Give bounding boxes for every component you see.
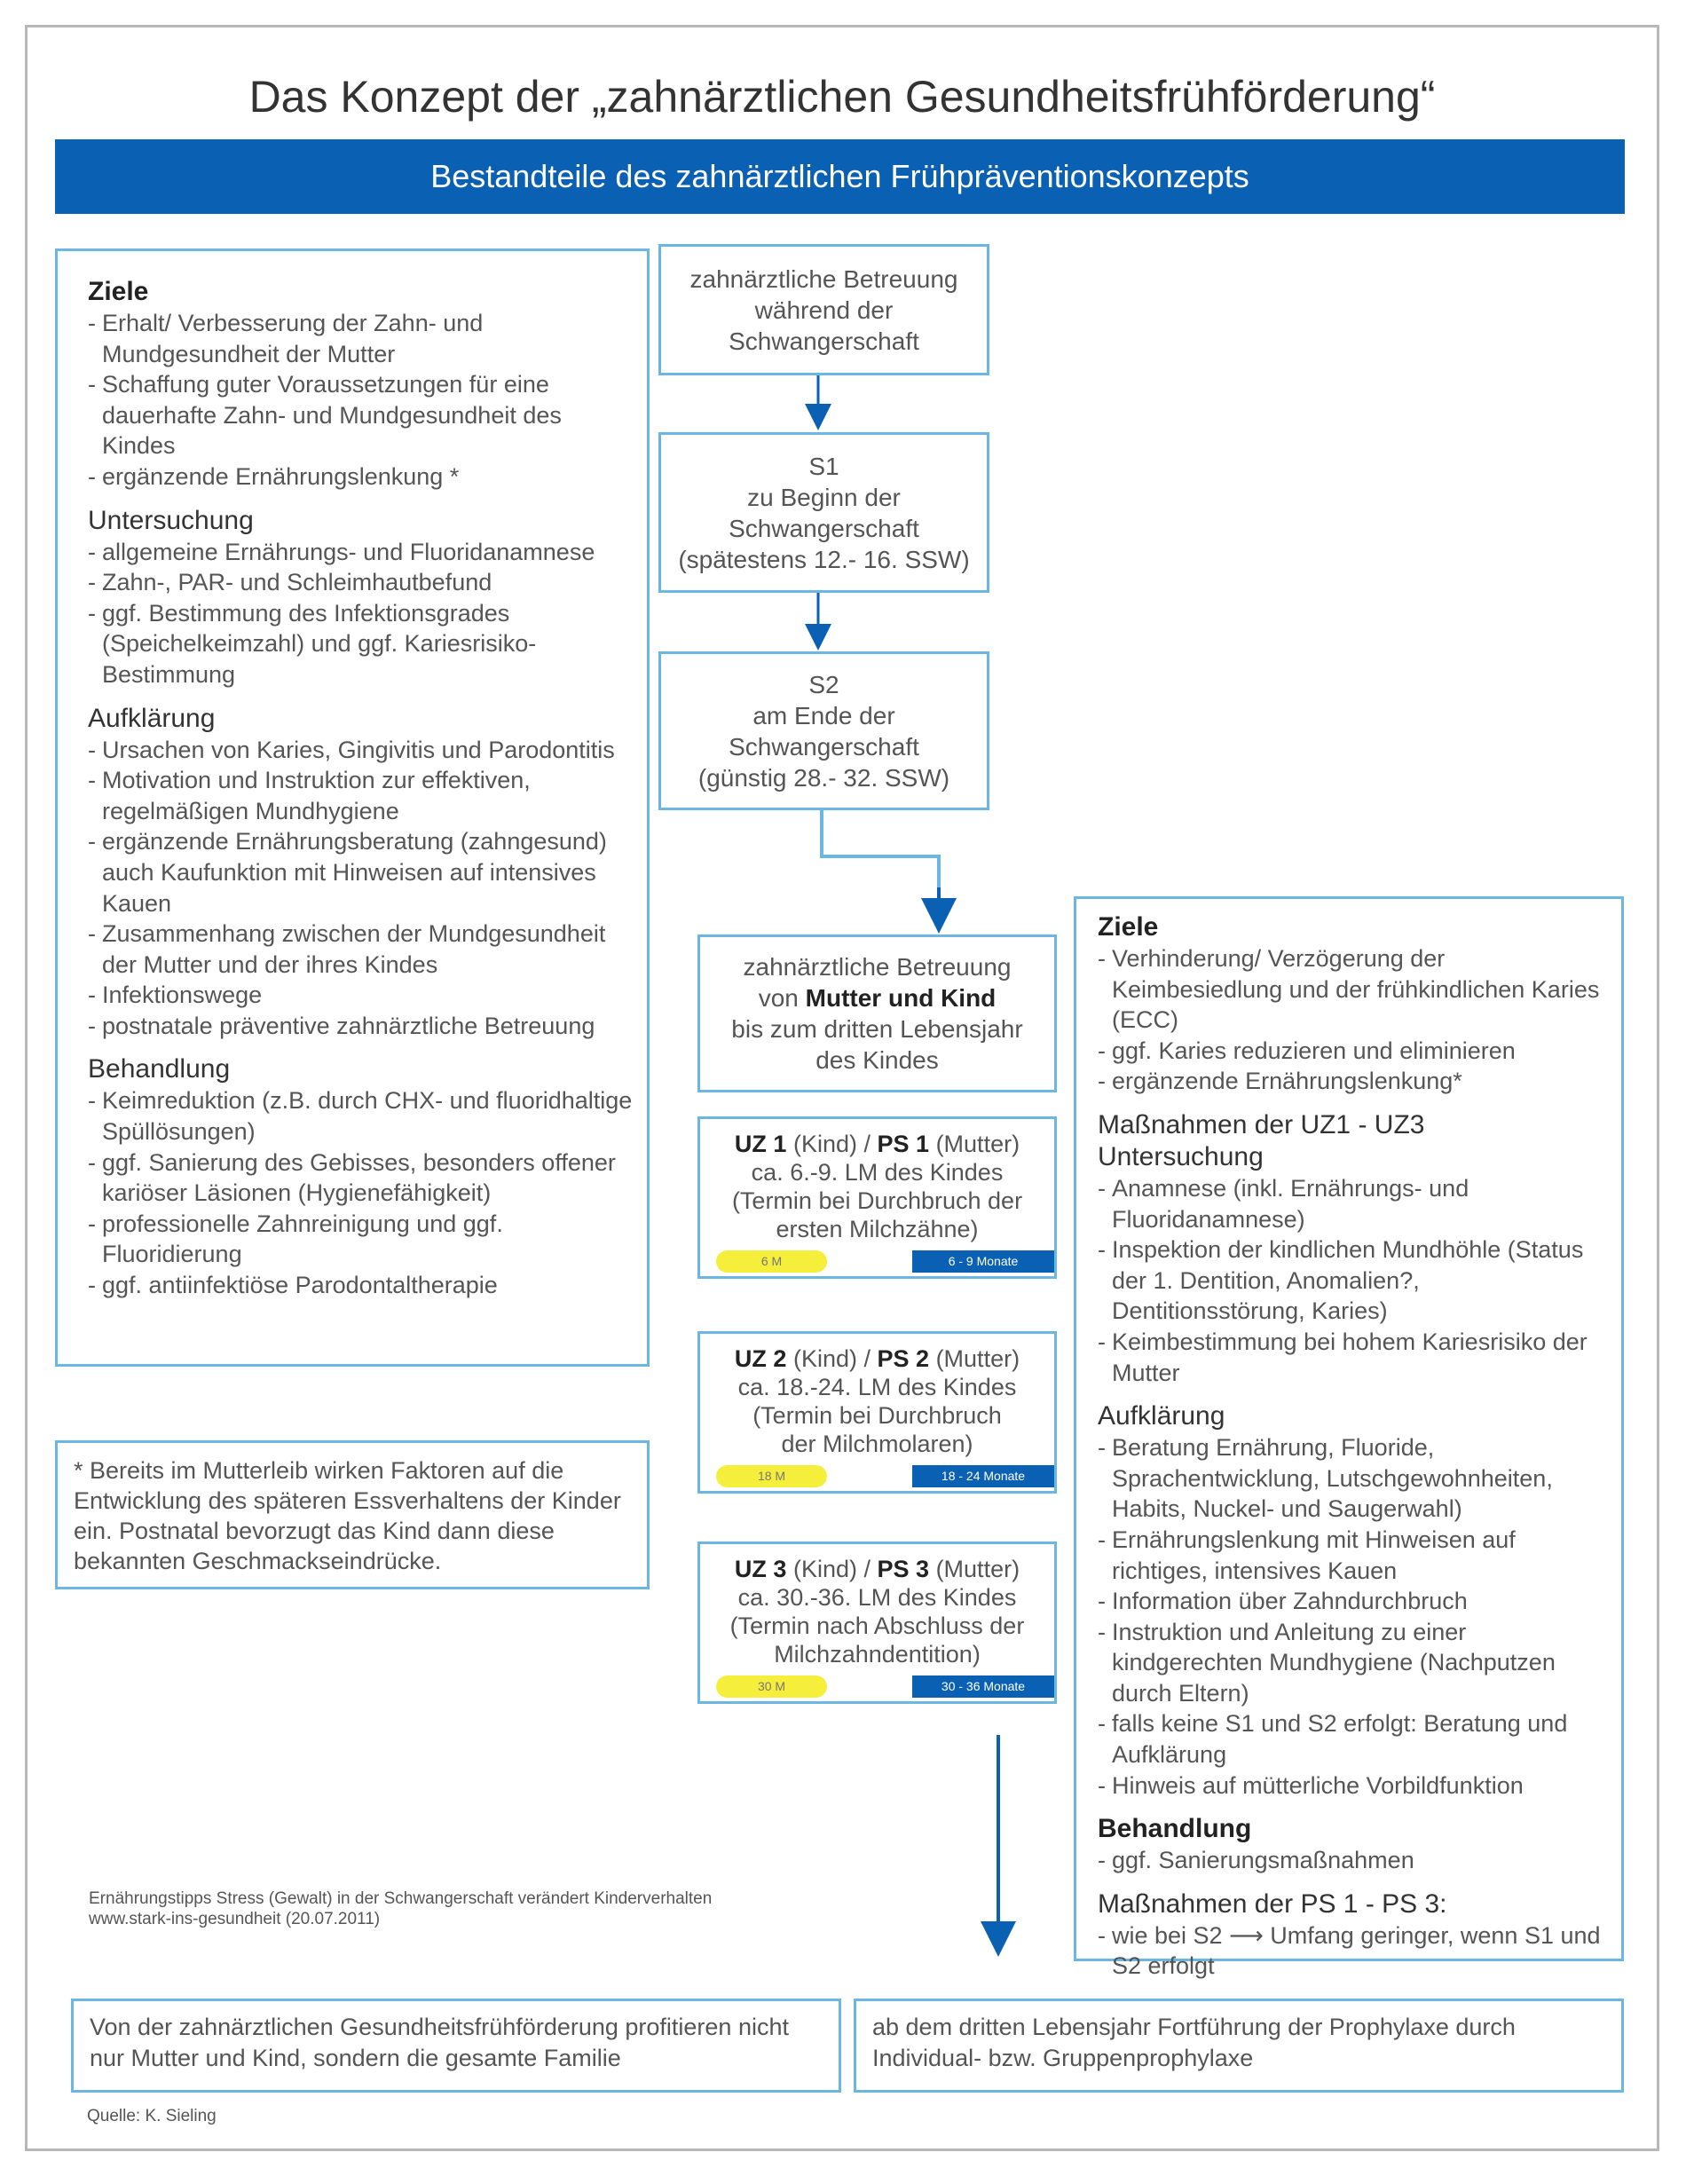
list-item: - falls keine S1 und S2 erfolgt: Beratung und Aufklärung	[1098, 1708, 1607, 1770]
list-item: - Inspektion der kindlichen Mundhöhle (Status der 1. Dentition, Anomalien?, Dentitionsstörung, Karies)	[1098, 1234, 1607, 1327]
uz-note: Milchzahndentition)	[774, 1641, 981, 1668]
list-item: - Keimbestimmung bei hohem Kariesrisiko der Mutter	[1098, 1327, 1607, 1388]
list-item: - professionelle Zahnreinigung und ggf. Fluoridierung	[88, 1209, 634, 1270]
flow-word: von	[758, 984, 799, 1012]
ziele-heading: Ziele	[88, 277, 149, 306]
uz2-box	[697, 1331, 1057, 1494]
list-item: - ggf. Sanierungsmaßnahmen	[1098, 1845, 1607, 1876]
flow-line: Schwangerschaft	[729, 327, 919, 355]
mother-concept-box	[55, 248, 650, 1367]
s2-box	[658, 651, 989, 810]
ziele-heading: Ziele	[1098, 912, 1159, 942]
list-item: - Erhalt/ Verbesserung der Zahn- und Mundgesundheit der Mutter	[88, 308, 634, 369]
ps-label: PS 1	[877, 1131, 930, 1157]
untersuchung-heading: Untersuchung	[1098, 1141, 1264, 1171]
flow-line: des Kindes	[815, 1046, 939, 1074]
uz-highlight: 30 M	[716, 1675, 827, 1698]
prophylaxis-continuation-box: ab dem dritten Lebensjahr Fortführung der Prophylaxe durch Individual- bzw. Gruppenprophylaxe	[854, 1999, 1624, 2093]
flow-line: zu Beginn der	[747, 483, 901, 511]
behandlung-list	[1098, 1845, 1607, 1876]
uz-kind: (Kind)	[792, 1556, 857, 1582]
flow-line: (günstig 28.- 32. SSW)	[697, 763, 950, 792]
flow-line: Schwangerschaft	[729, 732, 919, 761]
list-item: - Schaffung guter Voraussetzungen für eine dauerhafte Zahn- und Mundgesundheit des Kindes	[88, 369, 634, 461]
list-item: - Instruktion und Anleitung zu einer kindgerechten Mundhygiene (Nachputzen durch Eltern)	[1098, 1617, 1607, 1709]
list-item: - Information über Zahndurchbruch	[1098, 1586, 1607, 1617]
family-benefit-box: Von der zahnärztlichen Gesundheitsfrühförderung profitieren nicht nur Mutter und Kind, sondern die gesamte Familie	[71, 1999, 841, 2093]
page-title: Das Konzept der „zahnärztlichen Gesundheitsfrühförderung“	[248, 72, 1436, 122]
uz-title: UZ 2 (Kind) / PS 2 (Mutter)	[734, 1345, 1020, 1372]
aufklaerung-list	[88, 735, 634, 1042]
list-item: - Zusammenhang zwischen der Mundgesundheit der Mutter und der ihres Kindes	[88, 919, 634, 980]
list-item: - ggf. Karies reduzieren und eliminieren	[1098, 1036, 1607, 1067]
ps-heading: Maßnahmen der PS 1 - PS 3:	[1098, 1888, 1447, 1919]
flow-line: S2	[808, 670, 839, 698]
list-item: - ggf. Bestimmung des Infektionsgrades (Speichelkeimzahl) und ggf. Kariesrisiko-Bestimmung	[88, 598, 634, 690]
list-item: - ergänzende Ernährungslenkung*	[1098, 1066, 1607, 1097]
list-item: - ggf. antiinfektiöse Parodontaltherapie	[88, 1270, 634, 1301]
massnahmen-heading: Maßnahmen der UZ1 - UZ3	[1098, 1109, 1425, 1139]
flow-line: während der	[754, 296, 894, 324]
uz1-box	[697, 1116, 1057, 1279]
untersuchung-heading: Untersuchung	[88, 505, 254, 535]
ps-mutter: (Mutter)	[935, 1345, 1020, 1372]
uz-title: UZ 3 (Kind) / PS 3 (Mutter)	[734, 1556, 1020, 1582]
flow-line: S1	[808, 452, 839, 480]
flow-line	[700, 982, 1054, 1013]
behandlung-heading: Behandlung	[88, 1054, 231, 1084]
child-concept-box	[1074, 896, 1624, 1980]
ziele-list	[88, 308, 634, 493]
list-item: - Anamnese (inkl. Ernährungs- und Fluoridanamnese)	[1098, 1173, 1607, 1234]
s1-box	[658, 432, 989, 593]
list-item: - Infektionswege	[88, 980, 634, 1011]
ziele-list	[1098, 943, 1607, 1097]
uz-highlight: 18 M	[716, 1465, 827, 1487]
list-item: - Motivation und Instruktion zur effektiven, regelmäßigen Mundhygiene	[88, 765, 634, 826]
behandlung-heading: Behandlung	[1098, 1814, 1252, 1844]
uz-label: UZ 1	[734, 1131, 787, 1157]
uz-label: UZ 3	[734, 1556, 787, 1582]
behandlung-list	[88, 1085, 634, 1300]
ps-mutter: (Mutter)	[935, 1131, 1020, 1157]
list-item: - ergänzende Ernährungsberatung (zahngesund) auch Kaufunktion mit Hinweisen auf intensives Kauen	[88, 826, 634, 919]
flow-line: Schwangerschaft	[729, 514, 919, 542]
list-item: - wie bei S2 ⟶ Umfang geringer, wenn S1 und S2 erfolgt	[1098, 1920, 1607, 1982]
uz-kind: (Kind)	[792, 1131, 857, 1157]
source-credit: Quelle: K. Sieling	[87, 2107, 217, 2125]
list-item: - postnatale präventive zahnärztliche Betreuung	[88, 1011, 634, 1042]
mother-child-label: Mutter und Kind	[805, 984, 997, 1012]
source-note	[89, 1888, 887, 1929]
uz-note: der Milchmolaren)	[781, 1431, 973, 1457]
ps-label: PS 2	[877, 1345, 930, 1372]
flow-line: (spätestens 12.- 16. SSW)	[678, 545, 970, 573]
list-item: - ggf. Sanierung des Gebisses, besonders offener kariöser Läsionen (Hygienefähigkeit)	[88, 1147, 634, 1209]
list-item: - Zahn-, PAR- und Schleimhautbefund	[88, 567, 634, 598]
source-line: Ernährungstipps Stress (Gewalt) in der Schwangerschaft verändert Kinderverhalten	[89, 1889, 713, 1908]
list-item: - Hinweis auf mütterliche Vorbildfunktion	[1098, 1770, 1607, 1802]
uz3-box	[697, 1541, 1057, 1704]
source-line: www.stark-ins-gesundheit (20.07.2011)	[89, 1910, 381, 1928]
arrow-s2-box2	[822, 810, 939, 914]
uz-label: UZ 2	[734, 1345, 787, 1372]
flow-line: zahnärztliche Betreuung	[743, 953, 1012, 981]
aufklaerung-heading: Aufklärung	[1098, 1401, 1225, 1431]
flow-line: am Ende der	[752, 701, 895, 729]
uz-age-tag: 6 - 9 Monate	[912, 1250, 1054, 1273]
untersuchung-list	[1098, 1173, 1607, 1388]
uz-age: ca. 6.-9. LM des Kindes	[751, 1159, 1004, 1186]
flow-line: bis zum dritten Lebensjahr	[731, 1015, 1023, 1043]
uz-title: UZ 1 (Kind) / PS 1 (Mutter)	[734, 1131, 1020, 1157]
footnote-box: * Bereits im Mutterleib wirken Faktoren auf die Entwicklung des späteren Essverhaltens der Kinder ein. Postnatal bevorzugt das Kind dann diese bekannten Geschmackseindrücke.	[55, 1440, 650, 1589]
uz-note: (Termin nach Abschluss der	[729, 1612, 1025, 1639]
uz-note: (Termin bei Durchbruch	[752, 1402, 1002, 1429]
pregnancy-care-box	[658, 244, 989, 375]
list-item: - Beratung Ernährung, Fluoride, Sprachentwicklung, Lutschgewohnheiten, Habits, Nuckel- und Saugerwahl)	[1098, 1432, 1607, 1525]
uz-age-tag: 30 - 36 Monate	[912, 1675, 1054, 1698]
list-item: - Ursachen von Karies, Gingivitis und Parodontitis	[88, 735, 634, 766]
list-item: - Keimreduktion (z.B. durch CHX- und fluoridhaltige Spüllösungen)	[88, 1085, 634, 1147]
aufklaerung-heading: Aufklärung	[88, 703, 216, 733]
flow-line: zahnärztliche Betreuung	[689, 264, 958, 293]
section-banner: Bestandteile des zahnärztlichen Frühpräventionskonzepts	[55, 139, 1625, 214]
uz-age: ca. 30.-36. LM des Kindes	[737, 1584, 1017, 1611]
uz-kind: (Kind)	[792, 1345, 857, 1372]
list-item: - ergänzende Ernährungslenkung *	[88, 461, 634, 493]
uz-note: ersten Milchzähne)	[776, 1216, 979, 1242]
mother-child-care-box	[697, 934, 1057, 1092]
ps-mutter: (Mutter)	[935, 1556, 1020, 1582]
list-item: - Verhinderung/ Verzögerung der Keimbesiedlung und der frühkindlichen Karies (ECC)	[1098, 943, 1607, 1036]
aufklaerung-list	[1098, 1432, 1607, 1801]
untersuchung-list	[88, 537, 634, 690]
ps-list	[1098, 1920, 1607, 1982]
uz-age: ca. 18.-24. LM des Kindes	[737, 1374, 1017, 1400]
uz-highlight: 6 M	[716, 1250, 827, 1273]
list-item: - allgemeine Ernährungs- und Fluoridanamnese	[88, 537, 634, 568]
ps-label: PS 3	[877, 1556, 930, 1582]
list-item: - Ernährungslenkung mit Hinweisen auf richtiges, intensives Kauen	[1098, 1525, 1607, 1586]
uz-note: (Termin bei Durchbruch der	[731, 1187, 1023, 1214]
uz-age-tag: 18 - 24 Monate	[912, 1465, 1054, 1487]
